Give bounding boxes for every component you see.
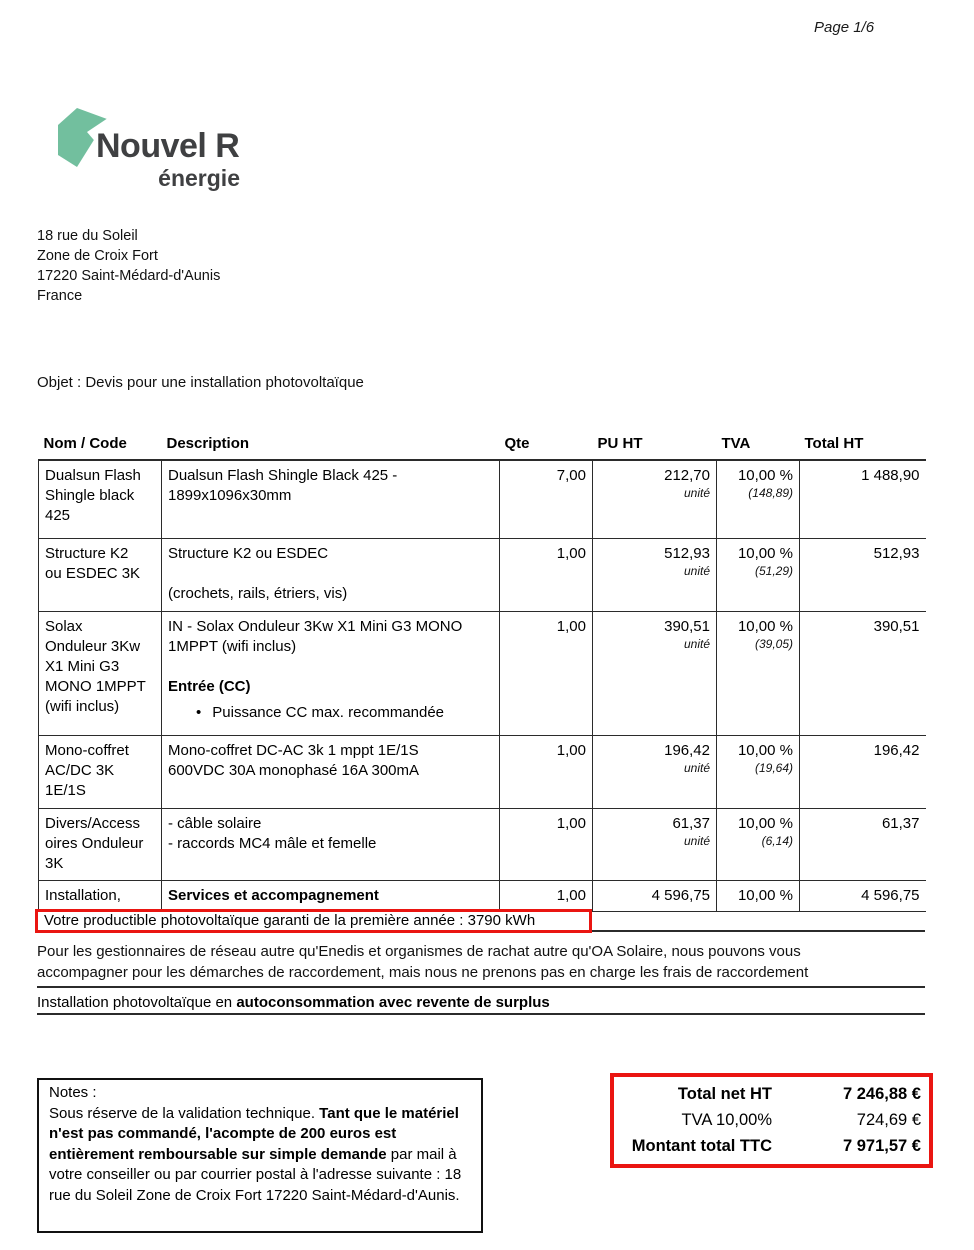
item-vat: 10,00 % (39,05) — [717, 611, 800, 735]
item-name: Structure K2 ou ESDEC 3K — [39, 538, 162, 611]
item-vat: 10,00 % (6,14) — [717, 808, 800, 880]
company-logo — [55, 105, 255, 200]
notes-title: Notes : — [49, 1084, 97, 1101]
item-unit-price: 4 596,75 — [593, 880, 717, 911]
table-row — [39, 538, 926, 611]
notes-box: Notes : Sous réserve de la validation technique. Tant que le matériel n'est pas commandé, l'acompte de 200 euros est entièrement remboursable sur simple demande par mail à votre conseiller ou par courrier postal à l'adresse suivante : 18 rue du Soleil Zone de Croix Fort 17220 Saint-Médard-d'Aunis. — [37, 1078, 483, 1233]
unit-note: unité — [683, 563, 710, 578]
item-name: Dualsun Flash Shingle black 425 — [39, 460, 162, 538]
page-number: Page 1/6 — [814, 19, 875, 36]
item-unit-price: 212,70 unité — [593, 460, 717, 538]
entry-bullet: • Puissance CC max. recommandée — [168, 703, 493, 723]
vat-amount: (148,89) — [748, 486, 793, 500]
unit-note: unité — [683, 486, 710, 500]
vat-amount: (19,64) — [754, 760, 793, 775]
unit-note: unité — [683, 833, 710, 848]
productible-banner: Votre productible photovoltaïque garanti de la première année : 3790 kWh — [35, 909, 592, 933]
total-ttc-row — [622, 1133, 921, 1159]
table-row — [39, 735, 926, 808]
item-description: Structure K2 ou ESDEC (crochets, rails, étriers, vis) — [162, 538, 500, 611]
item-qty: 1,00 — [500, 880, 593, 911]
item-qty: 7,00 — [500, 460, 593, 538]
item-qty: 1,00 — [500, 808, 593, 880]
item-total: 390,51 — [800, 611, 926, 735]
item-total: 61,37 — [800, 808, 926, 880]
item-name: Divers/Access oires Onduleur 3K — [39, 808, 162, 880]
unit-note: unité — [683, 636, 710, 651]
divider — [592, 930, 925, 932]
item-qty: 1,00 — [500, 611, 593, 735]
total-net-ht-row — [622, 1082, 921, 1108]
brand-tagline: énergie — [158, 165, 240, 191]
col-name-header: Nom / Code — [39, 421, 162, 460]
total-ttc-label: Montant total TTC — [631, 1136, 772, 1155]
total-net-ht-label: Total net HT — [677, 1085, 772, 1104]
items-table — [38, 421, 926, 912]
vat-amount: (39,05) — [754, 636, 793, 651]
item-qty: 1,00 — [500, 538, 593, 611]
item-vat: 10,00 % (19,64) — [717, 735, 800, 808]
item-description: Mono-coffret DC-AC 3k 1 mppt 1E/1S 600VDC 30A monophasé 16A 300mA — [162, 735, 500, 808]
col-description-header: Description — [162, 421, 500, 460]
item-vat: 10,00 % (51,29) — [717, 538, 800, 611]
table-row — [39, 611, 926, 735]
item-description: IN - Solax Onduleur 3Kw X1 Mini G3 MONO 1MPPT (wifi inclus) Entrée (CC) • Puissance CC max. recommandée — [162, 611, 500, 735]
item-total: 4 596,75 — [800, 880, 926, 911]
divider — [37, 1013, 925, 1015]
table-row — [39, 460, 926, 538]
item-total: 196,42 — [800, 735, 926, 808]
item-name: Installation, — [39, 880, 162, 911]
item-total: 512,93 — [800, 538, 926, 611]
tva-row — [622, 1108, 921, 1134]
item-description: - câble solaire - raccords MC4 mâle et femelle — [162, 808, 500, 880]
col-vat-header: TVA — [717, 421, 800, 460]
brand-name: Nouvel R — [96, 127, 240, 165]
vat-amount: (51,29) — [754, 563, 793, 578]
item-unit-price: 390,51 unité — [593, 611, 717, 735]
divider — [37, 986, 925, 988]
entry-heading: Entrée (CC) — [168, 677, 251, 695]
table-row — [39, 808, 926, 880]
item-total: 1 488,90 — [800, 460, 926, 538]
subject-line: Objet : Devis pour une installation photovoltaïque — [37, 374, 364, 391]
vat-amount: (6,14) — [761, 833, 793, 848]
col-unit-price-header: PU HT — [593, 421, 717, 460]
item-name: Solax Onduleur 3Kw X1 Mini G3 MONO 1MPPT (wifi inclus) — [39, 611, 162, 735]
sender-address: 18 rue du Soleil Zone de Croix Fort 17220 Saint-Médard-d'Aunis France — [37, 228, 221, 304]
grid-connection-note: Pour les gestionnaires de réseau autre qu'Enedis et organismes de rachat autre qu'OA Solaire, nous pouvons vous accompagner pour les démarches de raccordement, mais nous ne prenons pas en charge les frais de raccordement — [37, 943, 809, 981]
tva-label: TVA 10,00% — [681, 1111, 772, 1129]
item-description: Dualsun Flash Shingle Black 425 - 1899x1096x30mm — [162, 460, 500, 538]
tva-value: 724,69 € — [856, 1111, 921, 1129]
item-qty: 1,00 — [500, 735, 593, 808]
installation-mode-line: Installation photovoltaïque en autoconsommation avec revente de surplus — [37, 994, 550, 1011]
item-unit-price: 512,93 unité — [593, 538, 717, 611]
item-unit-price: 61,37 unité — [593, 808, 717, 880]
item-vat: 10,00 % (148,89) — [717, 460, 800, 538]
total-net-ht-value: 7 246,88 € — [843, 1085, 921, 1104]
col-total-header: Total HT — [800, 421, 926, 460]
total-ttc-value: 7 971,57 € — [843, 1136, 921, 1155]
table-row — [39, 880, 926, 911]
totals-box — [610, 1073, 933, 1168]
item-unit-price: 196,42 unité — [593, 735, 717, 808]
item-vat: 10,00 % — [717, 880, 800, 911]
item-name: Mono-coffret AC/DC 3K 1E/1S — [39, 735, 162, 808]
table-header-row — [39, 421, 926, 460]
unit-note: unité — [683, 760, 710, 775]
col-qty-header: Qte — [500, 421, 593, 460]
item-description: Services et accompagnement — [162, 880, 500, 911]
